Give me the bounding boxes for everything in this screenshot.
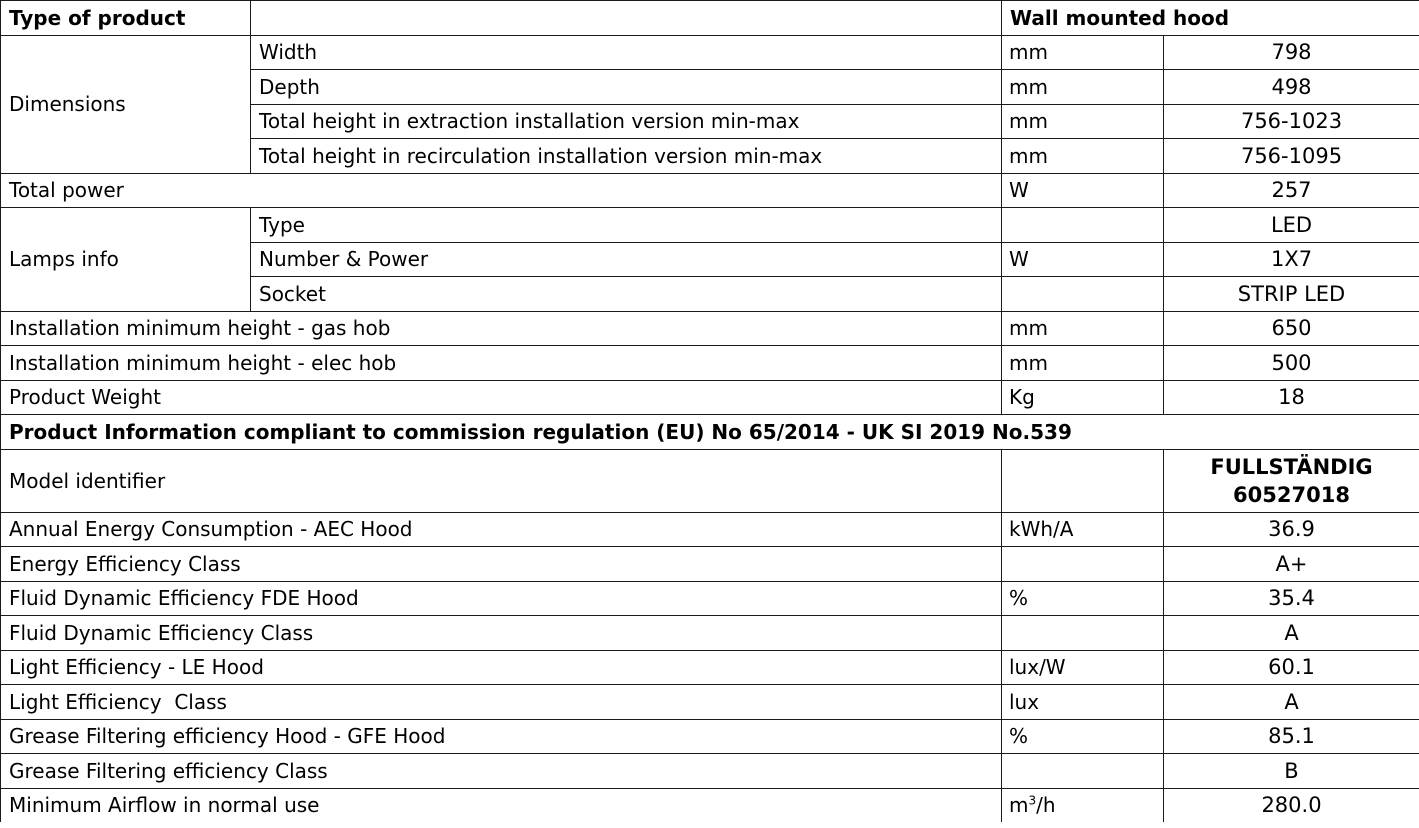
row-unit: lux bbox=[1002, 685, 1164, 720]
row-value: B bbox=[1164, 754, 1419, 789]
model-name: FULLSTÄNDIG bbox=[1210, 454, 1373, 479]
row-label: Grease Filtering efficiency Hood - GFE Hood bbox=[1, 719, 1002, 754]
table-row bbox=[1, 311, 1419, 346]
row-value: 650 bbox=[1164, 311, 1419, 346]
row-value: 85.1 bbox=[1164, 719, 1419, 754]
row-unit bbox=[1002, 547, 1164, 582]
type-of-product-value: Wall mounted hood bbox=[1002, 1, 1419, 36]
table-row bbox=[1, 616, 1419, 651]
lamps-info-label: Lamps info bbox=[1, 208, 251, 312]
row-value: 60.1 bbox=[1164, 650, 1419, 685]
table-row bbox=[1, 380, 1419, 415]
table-row bbox=[1, 35, 1419, 70]
model-identifier-value bbox=[1164, 449, 1419, 512]
row-label: Installation minimum height - elec hob bbox=[1, 346, 1002, 381]
row-unit bbox=[1002, 208, 1164, 243]
row-unit: W bbox=[1002, 173, 1164, 208]
table-row-total-power bbox=[1, 173, 1419, 208]
row-value: 257 bbox=[1164, 173, 1419, 208]
table-row bbox=[1, 208, 1419, 243]
row-value: 35.4 bbox=[1164, 581, 1419, 616]
row-value: 498 bbox=[1164, 70, 1419, 105]
row-unit: mm bbox=[1002, 346, 1164, 381]
row-unit: kWh/A bbox=[1002, 512, 1164, 547]
compliance-heading: Product Information compliant to commission regulation (EU) No 65/2014 - UK SI 2019 No.539 bbox=[1, 415, 1419, 450]
row-value: LED bbox=[1164, 208, 1419, 243]
table-row bbox=[1, 346, 1419, 381]
unit-superscript: 3 bbox=[1028, 793, 1037, 808]
row-unit: mm bbox=[1002, 311, 1164, 346]
row-value: 500 bbox=[1164, 346, 1419, 381]
row-unit bbox=[1002, 788, 1164, 822]
table-row-model-identifier bbox=[1, 449, 1419, 512]
row-value: 798 bbox=[1164, 35, 1419, 70]
row-label: Type bbox=[251, 208, 1002, 243]
row-unit bbox=[1002, 754, 1164, 789]
table-row bbox=[1, 512, 1419, 547]
type-of-product-label: Type of product bbox=[1, 1, 251, 36]
row-label: Light Efficiency Class bbox=[1, 685, 1002, 720]
row-unit: % bbox=[1002, 719, 1164, 754]
row-value: 18 bbox=[1164, 380, 1419, 415]
table-row-type-of-product bbox=[1, 1, 1419, 36]
row-label: Energy Efficiency Class bbox=[1, 547, 1002, 582]
row-unit: W bbox=[1002, 242, 1164, 277]
row-value: 756-1095 bbox=[1164, 139, 1419, 174]
row-unit: % bbox=[1002, 581, 1164, 616]
row-value: 1X7 bbox=[1164, 242, 1419, 277]
row-value: 280.0 bbox=[1164, 788, 1419, 822]
table-row bbox=[1, 650, 1419, 685]
row-label: Fluid Dynamic Efficiency FDE Hood bbox=[1, 581, 1002, 616]
table-row-compliance-heading bbox=[1, 415, 1419, 450]
empty-cell bbox=[251, 1, 1002, 36]
row-label: Width bbox=[251, 35, 1002, 70]
row-unit: lux/W bbox=[1002, 650, 1164, 685]
row-label: Grease Filtering efficiency Class bbox=[1, 754, 1002, 789]
row-label: Total power bbox=[1, 173, 1002, 208]
row-label: Number & Power bbox=[251, 242, 1002, 277]
row-label: Total height in extraction installation version min-max bbox=[251, 104, 1002, 139]
row-label: Total height in recirculation installation version min-max bbox=[251, 139, 1002, 174]
row-unit: mm bbox=[1002, 104, 1164, 139]
unit-base: m bbox=[1009, 793, 1029, 818]
row-value: 756-1023 bbox=[1164, 104, 1419, 139]
row-label: Annual Energy Consumption - AEC Hood bbox=[1, 512, 1002, 547]
row-label: Depth bbox=[251, 70, 1002, 105]
row-label: Installation minimum height - gas hob bbox=[1, 311, 1002, 346]
row-value: A bbox=[1164, 616, 1419, 651]
row-unit: mm bbox=[1002, 70, 1164, 105]
table-row-minimum-airflow bbox=[1, 788, 1419, 822]
row-label: Fluid Dynamic Efficiency Class bbox=[1, 616, 1002, 651]
empty-cell bbox=[1002, 449, 1164, 512]
model-identifier-label: Model identifier bbox=[1, 449, 1002, 512]
table-row bbox=[1, 685, 1419, 720]
row-value: STRIP LED bbox=[1164, 277, 1419, 312]
row-unit: mm bbox=[1002, 139, 1164, 174]
table-row bbox=[1, 581, 1419, 616]
row-value: A bbox=[1164, 685, 1419, 720]
row-unit: mm bbox=[1002, 35, 1164, 70]
row-label: Socket bbox=[251, 277, 1002, 312]
model-number: 60527018 bbox=[1233, 482, 1350, 507]
row-unit: Kg bbox=[1002, 380, 1164, 415]
table-row bbox=[1, 754, 1419, 789]
table-row bbox=[1, 547, 1419, 582]
row-label: Product Weight bbox=[1, 380, 1002, 415]
row-unit bbox=[1002, 277, 1164, 312]
row-value: 36.9 bbox=[1164, 512, 1419, 547]
row-label: Minimum Airflow in normal use bbox=[1, 788, 1002, 822]
dimensions-label: Dimensions bbox=[1, 35, 251, 173]
row-value: A+ bbox=[1164, 547, 1419, 582]
unit-tail: /h bbox=[1036, 793, 1056, 818]
row-label: Light Efficiency - LE Hood bbox=[1, 650, 1002, 685]
table-row bbox=[1, 719, 1419, 754]
row-unit bbox=[1002, 616, 1164, 651]
